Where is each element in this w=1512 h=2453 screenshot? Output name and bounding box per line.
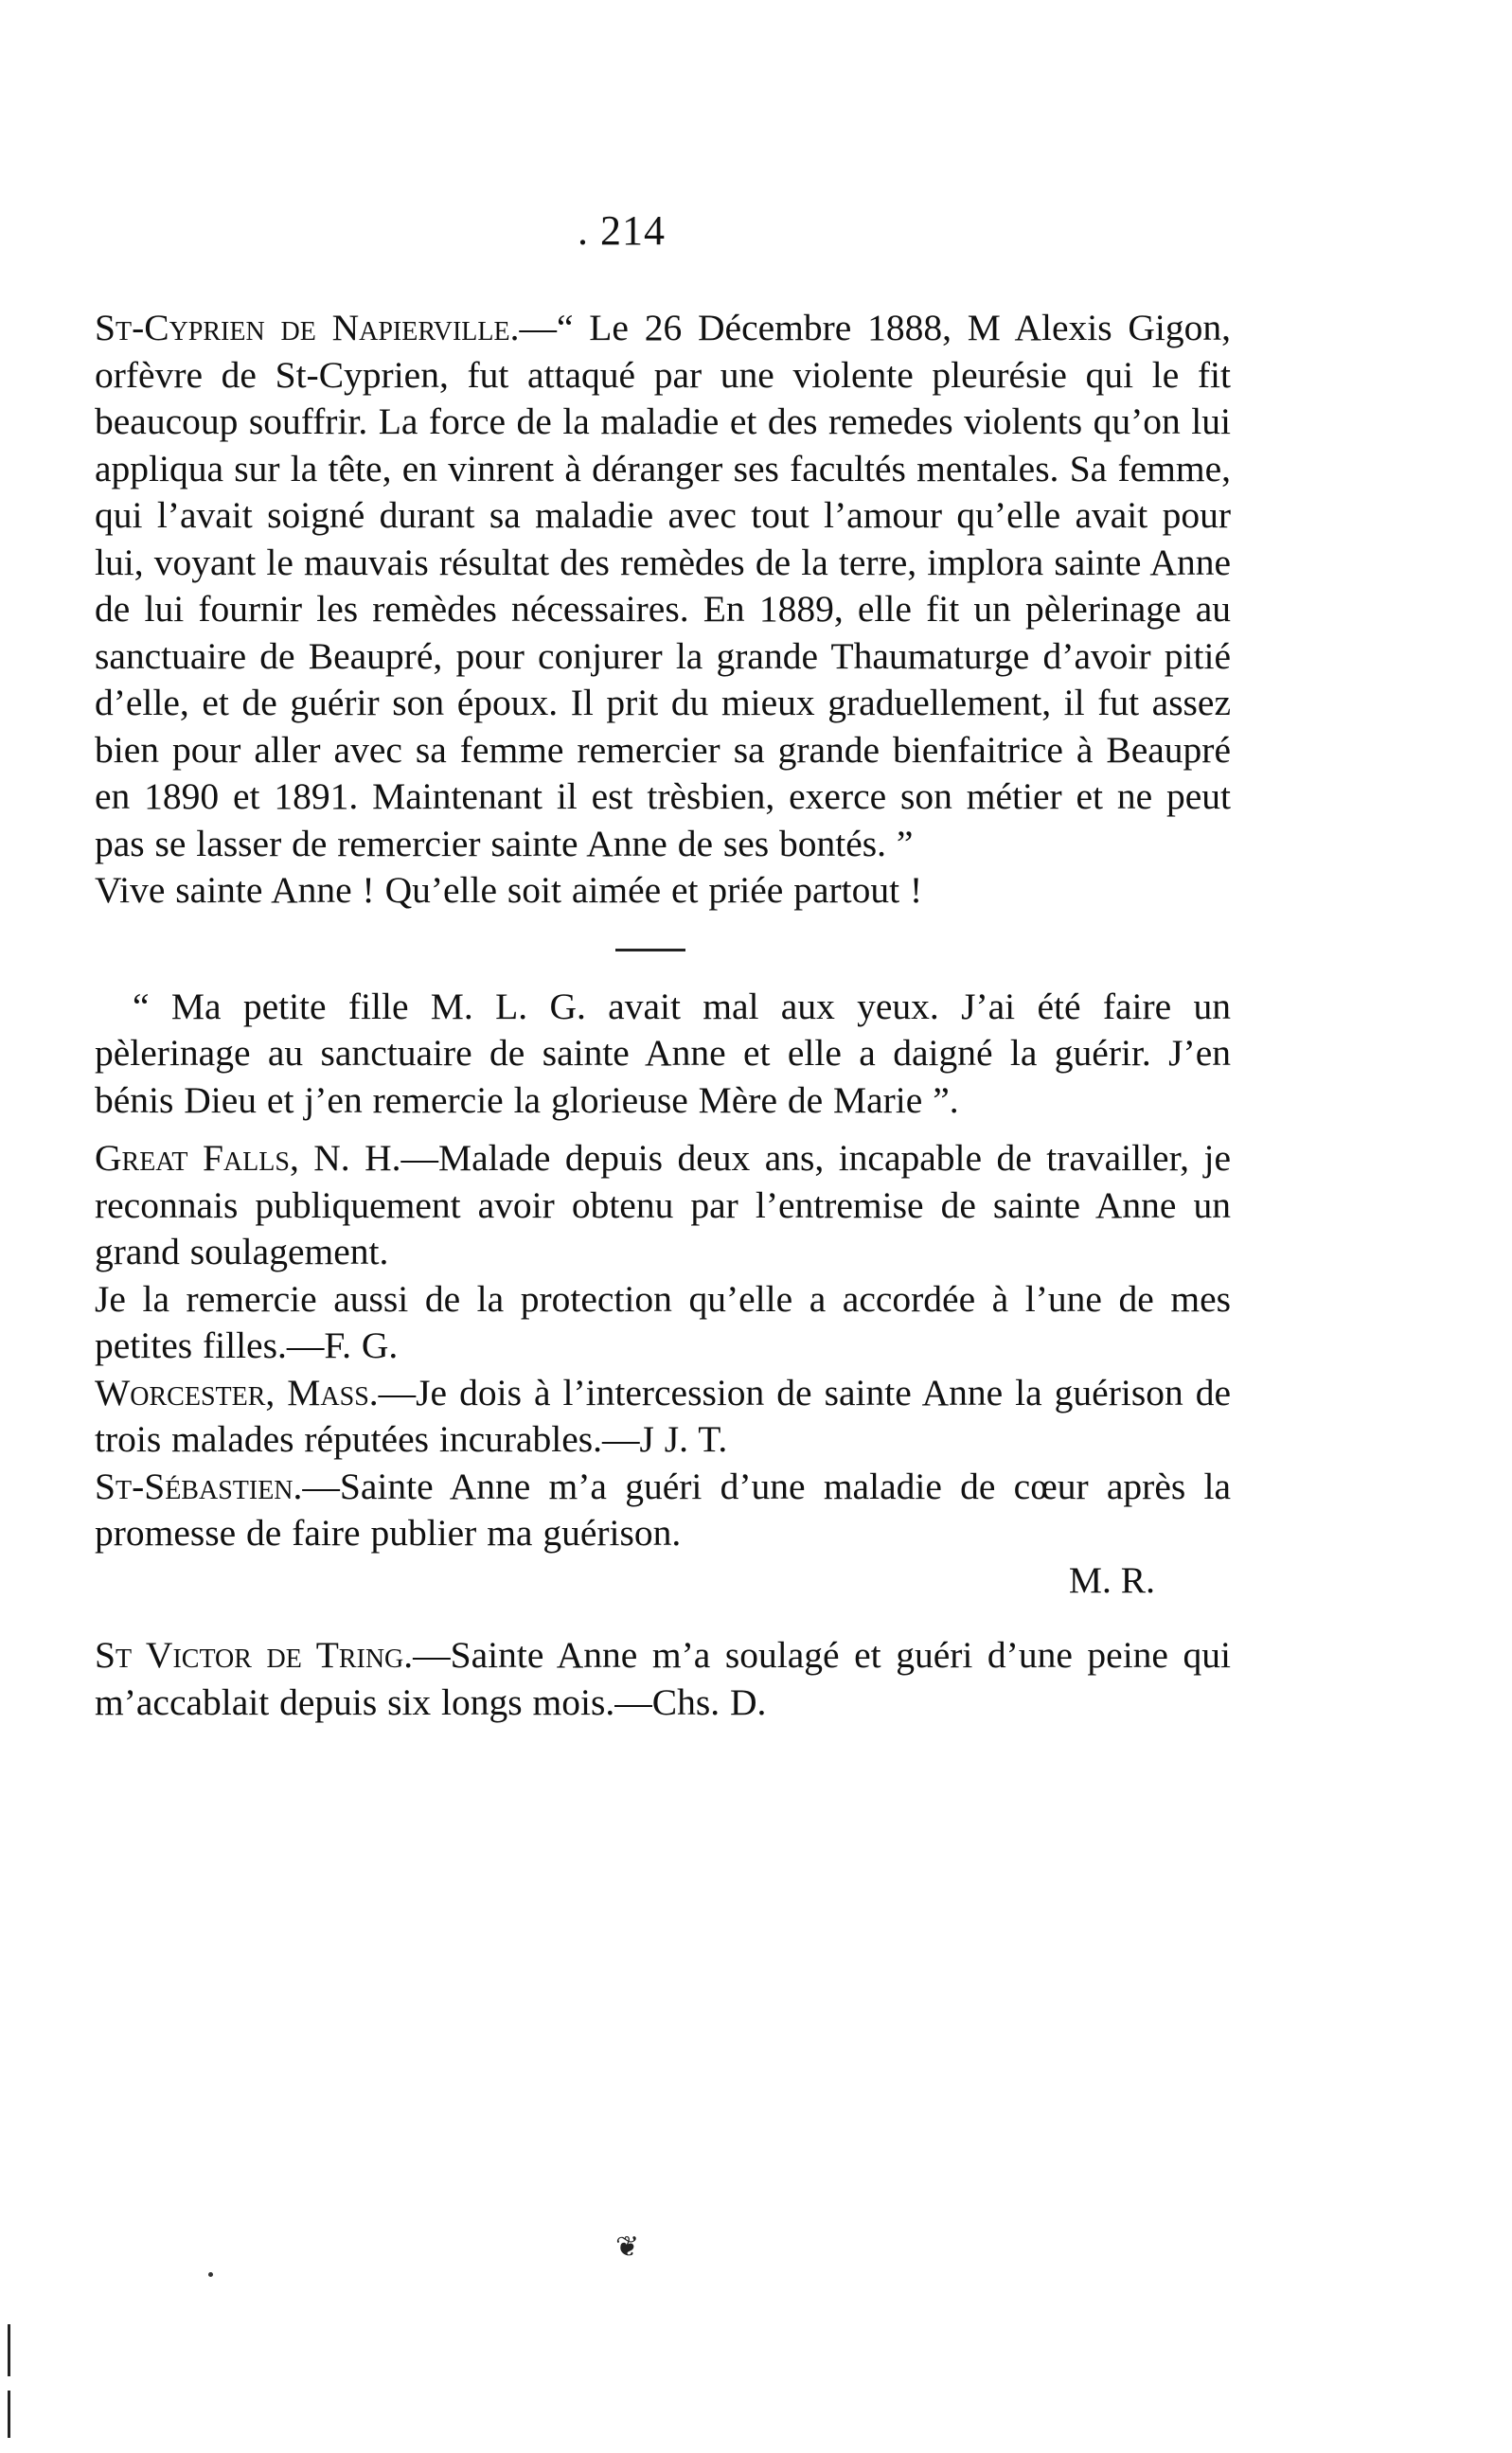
paragraph-text: —Sainte Anne m’a guéri d’une maladie de cœur après la promesse de faire publier ma guérison.: [95, 1465, 1231, 1554]
paragraph-text: —“ Le 26 Décembre 1888, M Alexis Gigon, orfèvre de St-Cyprien, fut attaqué par une violente pleurésie qui le fit beaucoup souffrir. La force de la maladie et des remedes violents qu’on lui appliqua sur la tête, en vinrent à déranger ses facultés mentales. Sa femme, qui l’avait soigné durant sa maladie avec tout l’amour qu’elle avait pour lui, voyant le mauvais résultat des remèdes de la terre, implora sainte Anne de lui fournir les remèdes nécessaires. En 1889, elle fit un pèlerinage au sanctuaire de Beaupré, pour conjurer la grande Thaumaturge d’avoir pitié d’elle, et de guérir son époux. Il prit du mieux graduellement, il fut assez bien pour aller avec sa femme remercier sa grande bienfaitrice à Beaupré en 1890 et 1891. Maintenant il est trèsbien, exerce son métier et ne peut pas se lasser de remercier sainte Anne de ses bontés. ”: [95, 307, 1231, 864]
fleuron-ornament: ❦: [615, 2231, 640, 2263]
paragraph-st-victor: [95, 1632, 1231, 1726]
page-body: [95, 305, 1231, 1726]
place-heading: St-Cyprien de Napierville.: [95, 307, 520, 348]
paragraph-text: —Malade depuis deux ans, incapable de travailler, je reconnais publiquement avoir obtenu par l’entremise de sainte Anne un grand soulagement.: [95, 1137, 1231, 1272]
section-divider: [615, 949, 685, 951]
print-speck: [208, 2272, 213, 2277]
place-heading: Worcester, Mass.: [95, 1371, 379, 1413]
paragraph-remercie: Je la remercie aussi de la protection qu’elle a accordée à l’une de mes petites filles.—F. G.: [95, 1277, 1231, 1366]
place-heading: Great Falls, N. H.: [95, 1137, 401, 1179]
place-heading: St Victor de Tring.: [95, 1634, 414, 1676]
paragraph-st-cyprien: [95, 305, 1231, 867]
page-number: . 214: [578, 207, 666, 254]
scan-edge-mark: [8, 2324, 10, 2376]
paragraph-text: —Je dois à l’intercession de sainte Anne la guérison de trois malades réputées incurables.—J J. T.: [95, 1371, 1231, 1460]
signature: M. R.: [1068, 1558, 1155, 1601]
paragraph-text: —Sainte Anne m’a soulagé et guéri d’une peine qui m’accablait depuis six longs mois.—Chs. D.: [95, 1634, 1232, 1723]
paragraph-st-sebastien: [95, 1464, 1231, 1557]
place-heading: St-Sébastien.: [95, 1465, 303, 1507]
paragraph-petite-fille: “ Ma petite fille M. L. G. avait mal aux yeux. J’ai été faire un pèlerinage au sanctuaire de sainte Anne et elle a daigné la guérir. J’en bénis Dieu et j’en remercie la glorieuse Mère de Marie ”.: [95, 985, 1231, 1121]
paragraph-great-falls: [95, 1135, 1231, 1276]
scan-edge-mark: [8, 2391, 10, 2438]
paragraph-vive-sainte-anne: Vive sainte Anne ! Qu’elle soit aimée et priée partout !: [95, 869, 923, 911]
paragraph-worcester: [95, 1370, 1231, 1464]
